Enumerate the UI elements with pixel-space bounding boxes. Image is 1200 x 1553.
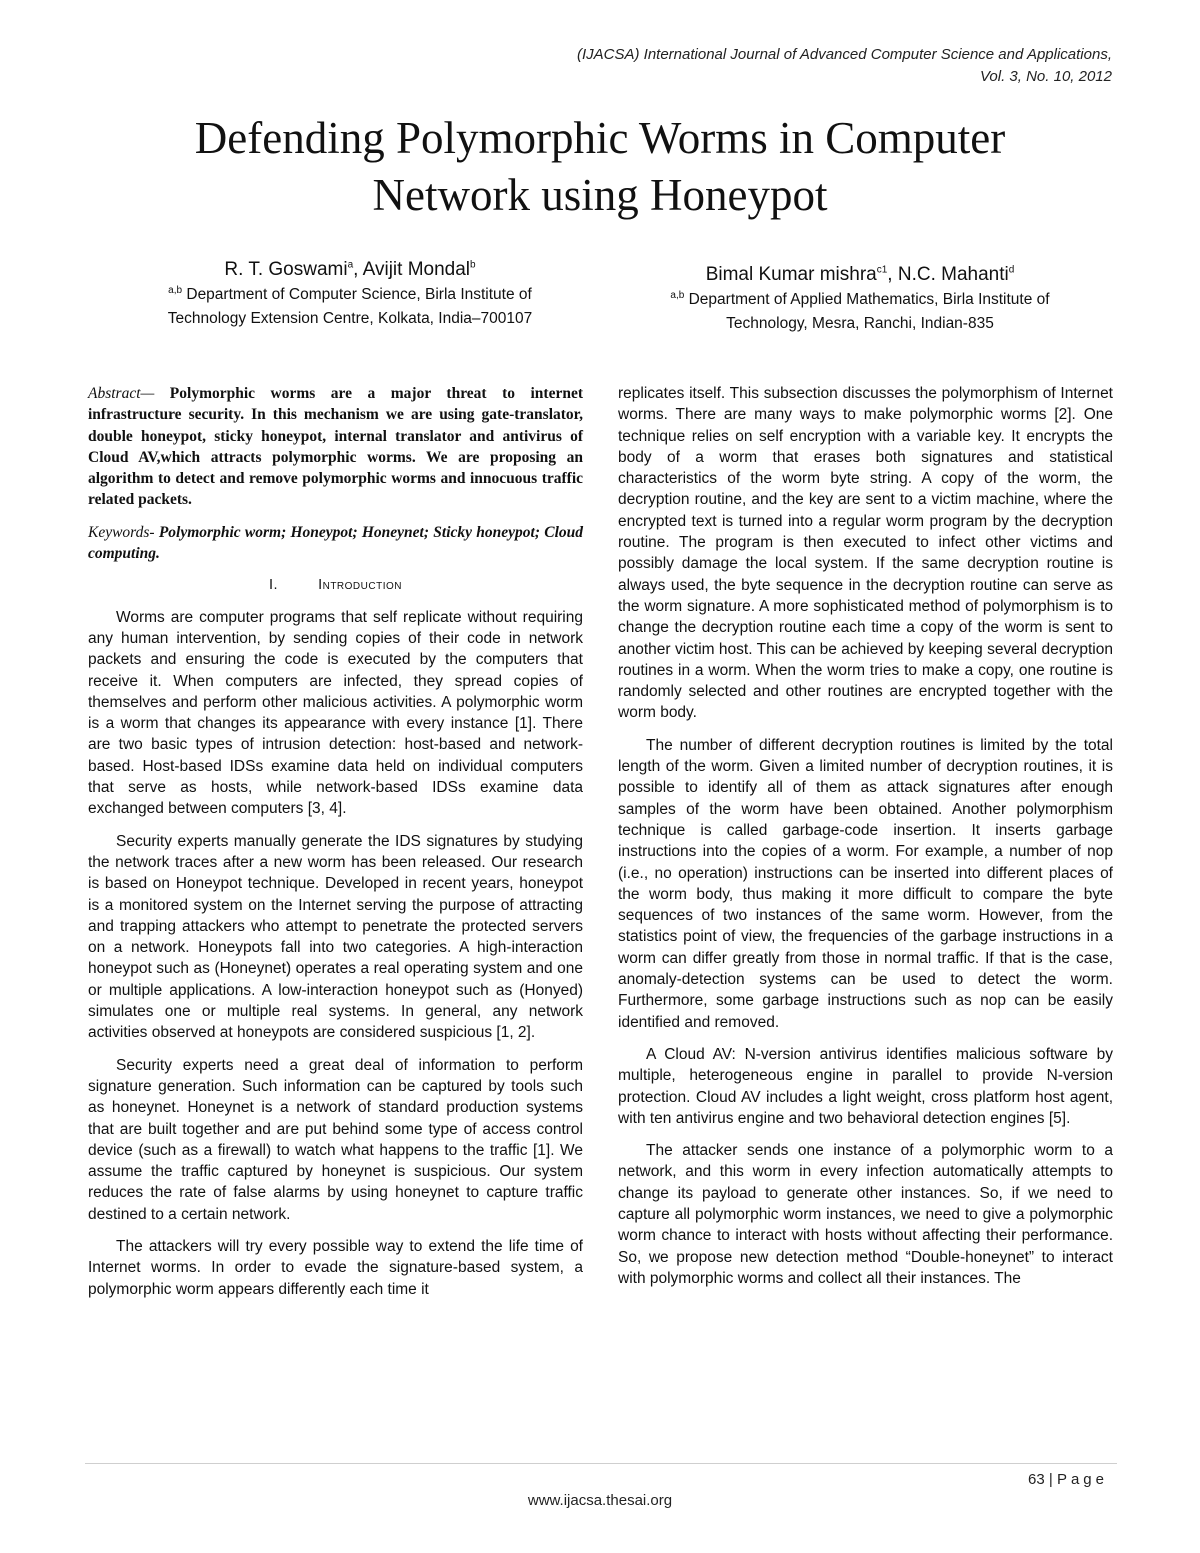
page-number [1028, 1471, 1108, 1488]
affiliation-sup: a,b [168, 284, 183, 296]
body-paragraph: Worms are computer programs that self replicate without requiring any human intervention, by sending copies of their code in network packets and ensuring the code is executed by the computers that receive it. When computers are infected, they spread copies of themselves and perform other malicious activities. A polymorphic worm is a worm that changes its appearance with every instance [1]. There are two basic types of intrusion detection: host-based and network-based. Host-based IDSs examine data held on individual computers that serve as hosts, while network-based IDSs examine data exchanged between computers [3, 4]. [88, 608, 583, 818]
title-line-1: Defending Polymorphic Worms in Computer [194, 113, 1006, 163]
left-column [88, 383, 583, 1311]
journal-header [577, 44, 1112, 88]
body-paragraph: Security experts manually generate the IDS signatures by studying the network traces after a new worm has been released. Our research is based on Honeypot technique. Developed in recent years, honeypot is a monitored system on the Internet serving the purpose of attracting and trapping attackers who attempt to penetrate the protected servers on a network. Honeypots fall into two categories. A high-interaction honeypot such as (Honeynet) operates a real operating system and one or multiple applications. A low-interaction honeypot such as (Honyed) simulates one or multiple real systems. In general, any network activities observed at honeypots are considered suspicious [1, 2]. [88, 832, 583, 1042]
abstract-label: Abstract— [88, 385, 155, 402]
paper-title [100, 110, 1100, 224]
affiliation-left [90, 283, 610, 307]
author-block-right [600, 262, 1120, 336]
author-sup: d [1008, 264, 1015, 276]
affiliation-line: Technology, Mesra, Ranchi, Indian-835 [726, 315, 994, 332]
affiliation-line: Department of Applied Mathematics, Birla Institute of [684, 291, 1050, 308]
body-paragraph: The attacker sends one instance of a polymorphic worm to a network, and this worm in every infection automatically attempts to change its payload to generate other instances. So, if we need to capture all polymorphic worm instances, we need to give a polymorphic worm chance to interact with hosts without affecting their performance. So, we propose new detection method “Double-honeynet” to interact with polymorphic worms and collect all their instances. The [618, 1142, 1113, 1287]
section-number: I. [269, 577, 279, 594]
abstract-text: Polymorphic worms are a major threat to internet infrastructure security. In this mechanism we are using gate-translator, double honeypot, sticky honeypot, internal translator and antivirus of Cloud AV,which attracts polymorphic worms. We are proposing an algorithm to detect and remove polymorphic worms and innocuous traffic related packets. [88, 385, 583, 509]
footer-website[interactable]: www.ijacsa.thesai.org [527, 1492, 673, 1509]
author-names-left: R. T. Goswami$^a$, Avijit Mondal$^b$ [224, 259, 476, 280]
author-block-left [90, 257, 610, 331]
author-sup: c1 [876, 264, 888, 276]
author-sup: b [470, 259, 476, 271]
abstract [88, 383, 583, 511]
page-separator: | [1044, 1471, 1057, 1488]
journal-name: (IJACSA) International Journal of Advanced Computer Science and Applications, [576, 46, 1112, 63]
body-paragraph: The number of different decryption routines is limited by the total length of the worm. Given a limited number of decryption routines, it is possible to identify all of them as attack signatures after enough samples of the worm have been obtained. Another polymorphism technique is called garbage-code insertion. It inserts garbage instructions into the copies of a worm. For example, a number of nop (i.e., no operation) instructions can be inserted into different places of the worm body, thus making it more difficult to compare the byte sequences of two instances of the same worm. However, from the statistics point of view, the frequencies of the garbage instructions in a worm can differ greatly from those in normal traffic. If that is the case, anomaly-detection systems can be used to detect the worm. Furthermore, some garbage instructions such as nop can be easily identified and removed. [618, 736, 1113, 1031]
affiliation-sup: a,b [670, 289, 685, 301]
affiliation-line: Department of Computer Science, Birla Institute of [182, 286, 532, 303]
affiliation-right [600, 288, 1120, 312]
author-name: Bimal Kumar mishra [705, 264, 877, 285]
right-column [618, 383, 1113, 1300]
affiliation-line: Technology Extension Centre, Kolkata, India–700107 [167, 310, 533, 327]
page-label: Page [1056, 1471, 1108, 1488]
title-line-2: Network using Honeypot [372, 170, 828, 220]
body-paragraph: replicates itself. This subsection discusses the polymorphism of Internet worms. There are many ways to make polymorphic worms [2]. One technique relies on self encryption with a variable key. It encrypts the body of a worm that erases both signatures and statistical characteristics of the worm byte string. A copy of the worm, the decryption routine, and the key are sent to a victim machine, where the encrypted text is turned into a regular worm program by the decryption routine. The program is then executed to infect other victims and possibly damage the local system. If the same decryption routine is always used, the byte sequence in the decryption routine can serve as the worm signature. A more sophisticated method of polymorphism is to change the decryption routine each time a copy of the worm is sent to another victim host. This can be achieved by keeping several decryption routines in a worm. When the worm tries to make a copy, one routine is randomly selected and other routines are encrypted together with the worm body. [618, 385, 1113, 722]
section-heading [88, 575, 583, 596]
page-number-value: 63 [1028, 1471, 1045, 1488]
author-name: Avijit Mondal [362, 259, 471, 280]
author-name: R. T. Goswami [224, 259, 348, 280]
body-paragraph: Security experts need a great deal of information to perform signature generation. Such information can be captured by tools such as honeynet. Honeynet is a network of standard production systems that are built together and are put behind some type of access control device (such as a firewall) to watch what happens to the traffic [1]. We assume the traffic captured by honeynet is suspicious. Our system reduces the rate of false alarms by using honeynet to capture traffic destined to a certain network. [88, 1056, 583, 1223]
author-names-right: Bimal Kumar mishra$^{c1}$, N.C. Mahanti$^d$ [705, 264, 1015, 285]
keywords-label: Keywords- [88, 523, 155, 541]
body-paragraph: The attackers will try every possible way to extend the life time of Internet worms. In order to evade the signature-based system, a polymorphic worm appears differently each time it [88, 1237, 583, 1298]
keywords [88, 522, 583, 565]
journal-volume: Vol. 3, No. 10, 2012 [979, 68, 1112, 85]
body-paragraph: A Cloud AV: N-version antivirus identifies malicious software by multiple, heterogeneous engine in parallel to provide N-version protection. Cloud AV includes a light weight, cross platform host agent, with ten antivirus engine and two behavioral detection engines [5]. [618, 1045, 1113, 1127]
section-title: Introduction [318, 577, 402, 594]
keywords-text: Polymorphic worm; Honeypot; Honeynet; Sticky honeypot; Cloud computing. [88, 523, 583, 563]
author-sup: a [347, 259, 354, 271]
author-name: N.C. Mahanti [897, 264, 1009, 285]
footer-divider [85, 1463, 1117, 1464]
